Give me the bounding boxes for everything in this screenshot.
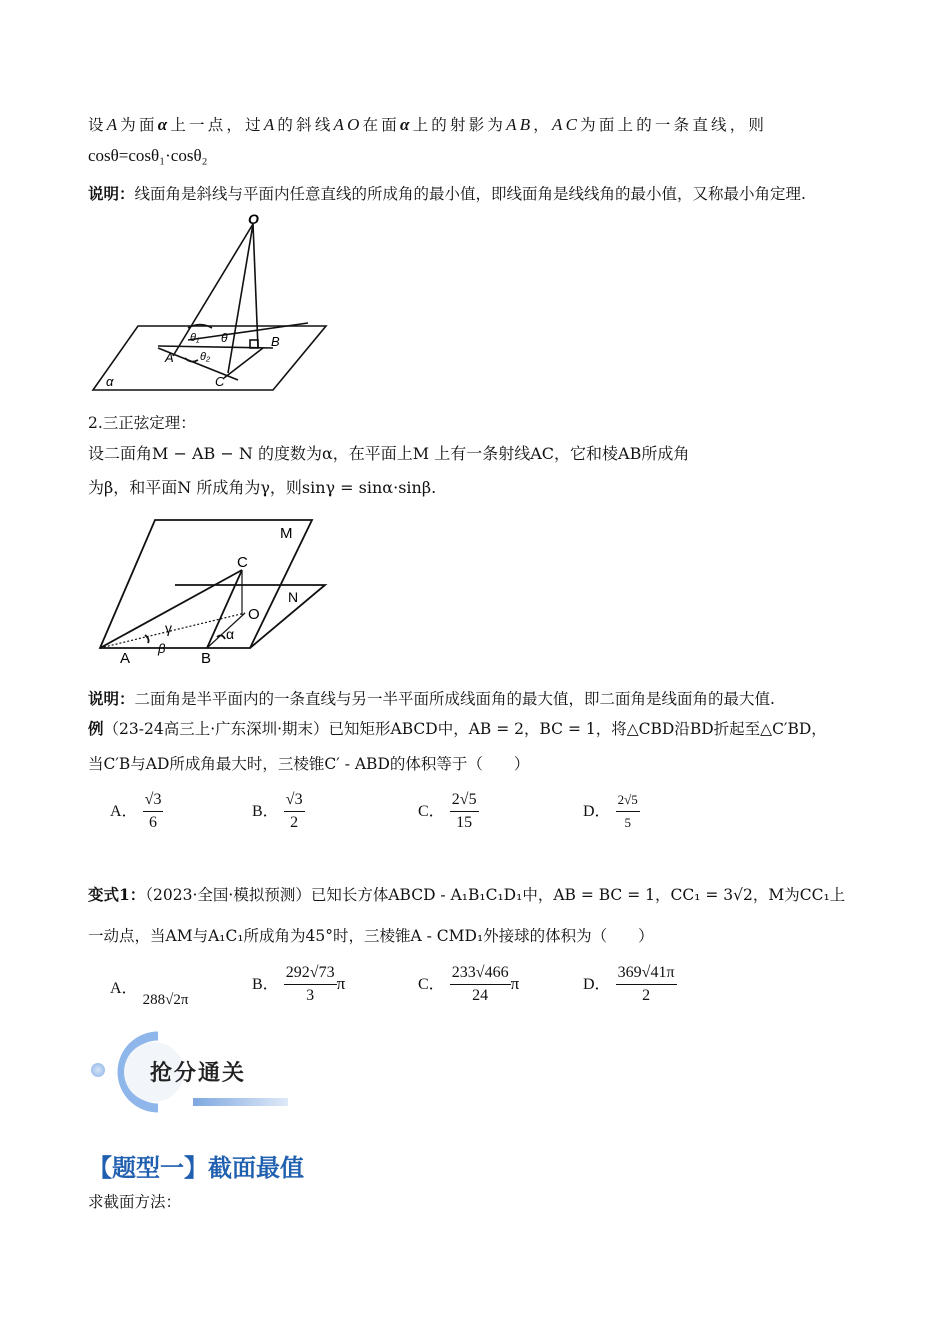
three-sine-heading: 2.三正弦定理：	[88, 414, 196, 432]
variant-option-a: A． 288√2π	[110, 980, 189, 1008]
line-AO	[100, 613, 245, 648]
variant-option-d: D． $\frac{369√41\pi}{2}$	[583, 964, 675, 1004]
example-option-d: D． $\frac{2√5}{5}$	[583, 792, 638, 830]
label-theta1: θ₁	[190, 332, 200, 344]
example-line2: 当C′B与AD所成角最大时，三棱锥C′ - ABD的体积等于（ ）	[88, 755, 530, 773]
note-label: 说明：	[88, 184, 135, 203]
label-C: C	[215, 374, 225, 389]
label-A: A	[120, 650, 131, 667]
example-option-a: A． $\frac{√3}{6}$	[110, 791, 162, 831]
variant-line1: 变式1：（2023·全国·模拟预测）已知长方体ABCD - A₁B₁C₁D₁中，AB = BC = 1，CC₁ = 3√2，M为CC₁上	[88, 885, 846, 904]
label-theta2: θ₂	[200, 351, 211, 363]
label-M: M	[280, 525, 293, 542]
dihedral-note: 说明：二面角是半平面内的一条直线与另一半平面所成线面角的最大值，即二面角是线面角的最大值.	[88, 689, 775, 708]
projection-figure	[88, 208, 338, 398]
line-OC	[228, 224, 253, 373]
three-sine-line1: 设二面角M − AB − N 的度数为α，在平面上M 上有一条射线AC，它和棱AB所成角	[88, 444, 690, 463]
label-beta: β	[158, 641, 166, 656]
example-line1: 例（23-24高三上·广东深圳·期末）已知矩形ABCD中，AB = 2，BC = 1，将△CBD沿BD折起至△C′BD，	[88, 719, 827, 738]
label-N: N	[288, 589, 299, 605]
banner-text: 抢分通关	[150, 1061, 247, 1086]
variant-option-b: B． $\frac{292√73}{3}$ π	[252, 964, 346, 1004]
projection-theorem-line: 设A为面α上一点，过A的斜线AO在面α上的射影为AB，AC为面上的一条直线，则	[88, 115, 768, 134]
section-banner	[88, 1028, 298, 1114]
three-sine-line2: 为β，和平面N 所成角为γ，则sinγ = sinα·sinβ.	[88, 478, 437, 497]
line-CB	[207, 570, 242, 648]
label-theta: θ	[221, 331, 228, 345]
label-B: B	[271, 334, 280, 349]
label-A: A	[165, 350, 174, 365]
projection-formula: cosθ=cosθ₁·cosθ₂	[88, 146, 208, 165]
dihedral-figure	[95, 515, 335, 670]
note-text: 线面角是斜线与平面内任意直线的所成角的最小值，即线面角是线线角的最小值，又称最小角定理.	[134, 185, 806, 203]
projection-note	[88, 183, 806, 205]
label-C: C	[237, 554, 248, 571]
label-alpha: α	[106, 374, 114, 389]
example-option-c: C． $\frac{2√5}{15}$	[418, 791, 477, 831]
section-subtitle: 求截面方法：	[88, 1193, 182, 1211]
right-angle-mark	[250, 340, 258, 348]
variant-line2: 一动点，当AM与A₁C₁所成角为45°时，三棱锥A - CMD₁外接球的体积为（ ）	[88, 927, 654, 945]
label-gamma: γ	[165, 620, 172, 636]
label-O: O	[248, 606, 260, 623]
section-title: 【题型一】截面最值	[88, 1154, 304, 1182]
label-alpha: α	[226, 626, 235, 642]
label-B: B	[201, 650, 212, 667]
angle-arc-theta2	[185, 358, 198, 362]
label-O: O	[248, 211, 259, 227]
variant-option-c: C． $\frac{233√466}{24}$ π	[418, 964, 520, 1004]
example-option-b: B． $\frac{√3}{2}$	[252, 791, 303, 831]
